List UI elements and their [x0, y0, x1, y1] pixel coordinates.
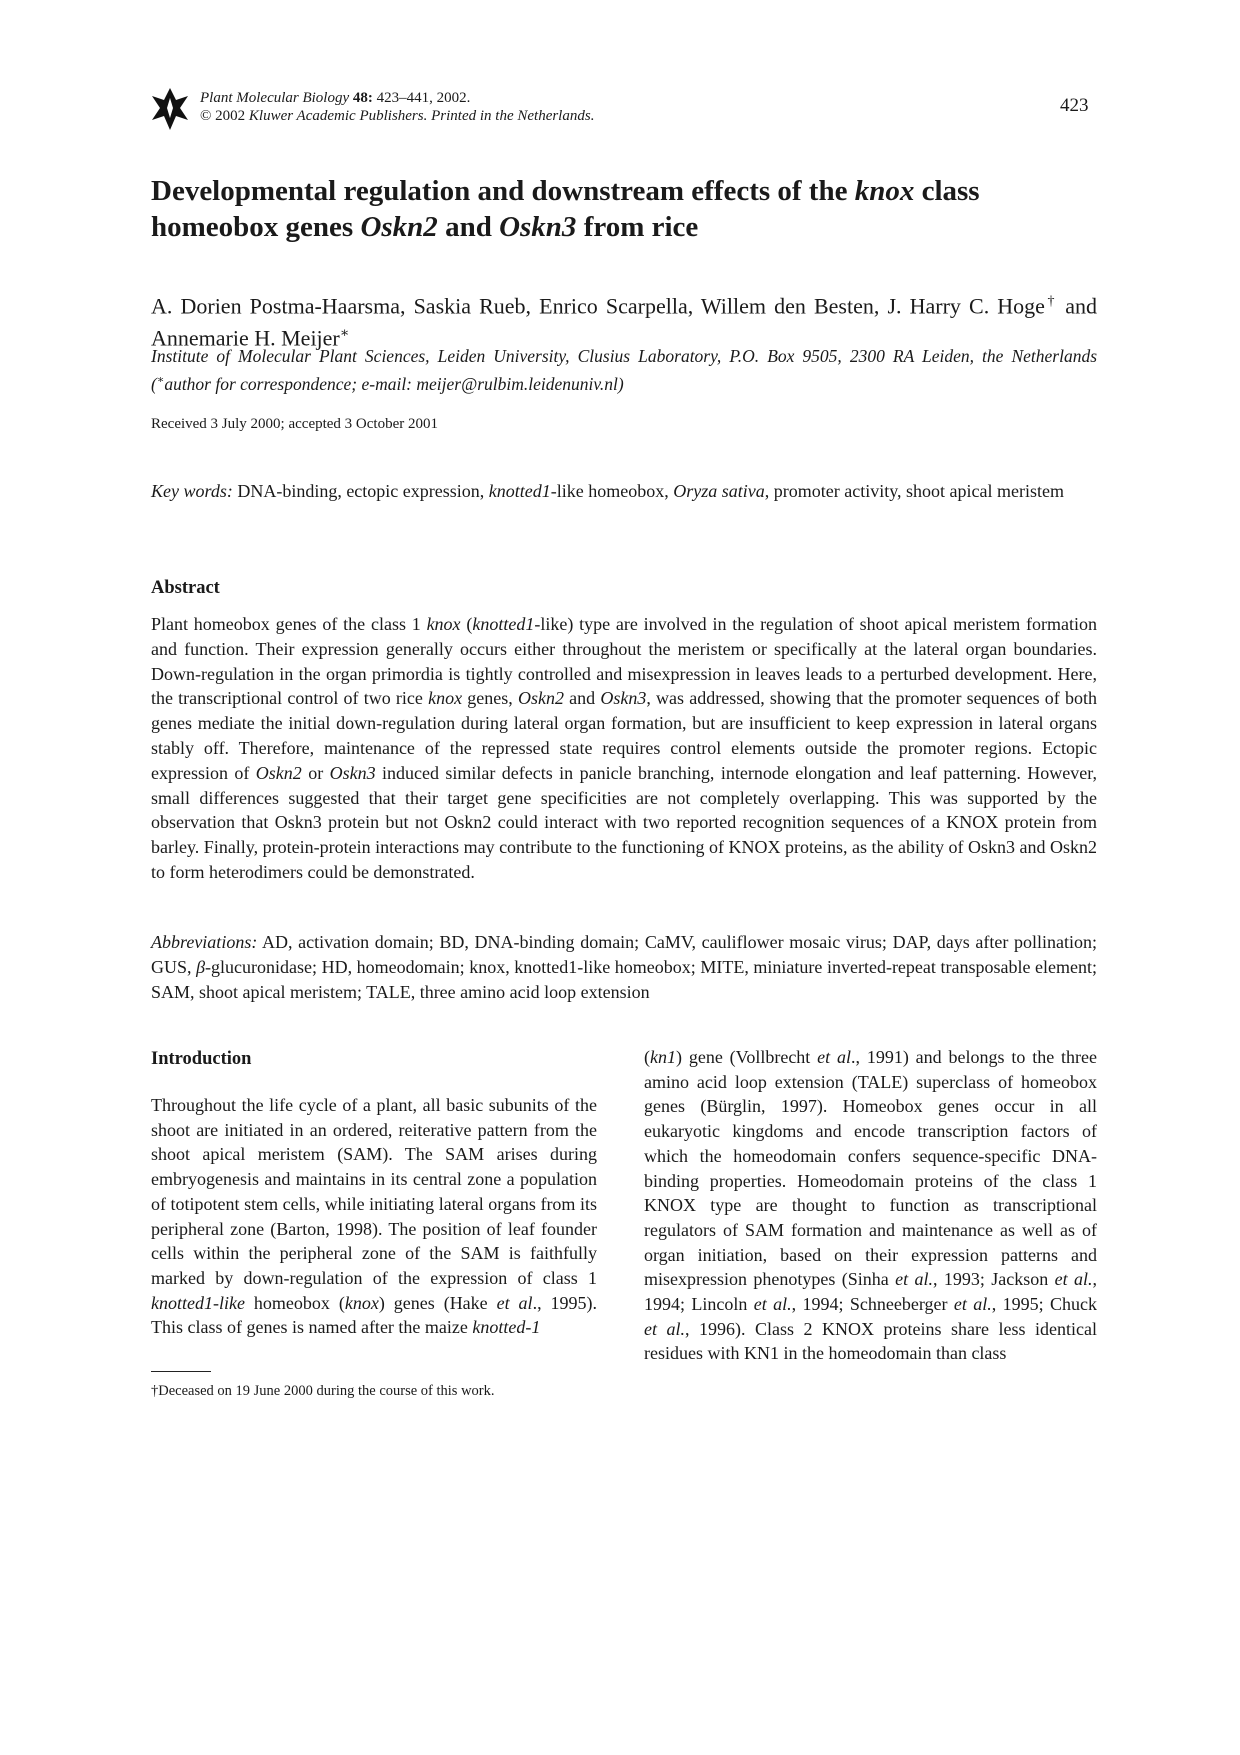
introduction-heading: Introduction [151, 1049, 252, 1069]
abbreviations: Abbreviations: AD, activation domain; BD, DNA-binding domain; CaMV, cauliflower mosaic virus; DAP, days after pollination; GUS, β-glucuronidase; HD, homeodomain; knox, knotted1-like homeobox; MITE, miniature inverted-repeat transposable element; SAM, shoot apical meristem; TALE, three amino acid loop extension [151, 932, 1097, 1002]
copyright-year: 2002 [215, 108, 246, 124]
introduction-right-column: (kn1) gene (Vollbrecht et al., 1991) and belongs to the three amino acid loop extension (TALE) superclass of homeobox genes (Bürglin, 1997). Homeobox genes occur in all eukaryotic kingdoms and encode transcription factors of which the homeodomain confers sequence-specific DNA-binding properties. Homeodomain proteins of the class 1 KNOX type are thought to function as transcriptional regulators of SAM formation and maintenance as well as of organ initiation, based on their expression patterns and misexpression phenotypes (Sinha et al., 1993; Jackson et al., 1994; Lincoln et al., 1994; Schneeberger et al., 1995; Chuck et al., 1996). Class 2 KNOX proteins share less identical residues with KN1 in the homeodomain than class [644, 1047, 1097, 1364]
journal-pages: 423–441, 2002. [376, 90, 471, 106]
printed-location: Printed in the Netherlands. [431, 108, 595, 124]
copyright-symbol: © [200, 108, 212, 124]
publisher: Kluwer Academic Publishers. [248, 108, 428, 124]
introduction-left-column: Throughout the life cycle of a plant, all basic subunits of the shoot are initiated in an ordered, reiterative pattern from the shoot apical meristem (SAM). The SAM arises during embryogenesis and maintains in its central zone a population of totipotent stem cells, while initiating lateral organs from its peripheral zone (Barton, 1998). The position of leaf founder cells within the peripheral zone of the SAM is faithfully marked by down-regulation of the expression of class 1 knotted1-like homeobox (knox) genes (Hake et al., 1995). This class of genes is named after the maize knotted-1 [151, 1095, 598, 1338]
abstract-text: Plant homeobox genes of the class 1 knox (knotted1-like) type are involved in the regulation of shoot apical meristem formation and function. Their expression generally occurs either throughout the meristem or specifically at the lateral organ boundaries. Down-regulation in the organ primordia is tightly controlled and misexpression in leaves leads to a perturbed development. Here, the transcriptional control of two rice knox genes, Oskn2 and Oskn3, was addressed, showing that the promoter sequences of both genes mediate the initial down-regulation during lateral organ formation, but are insufficient to keep expression in lateral organs stably off. Therefore, maintenance of the repressed state requires control elements outside the promoter regions. Ectopic expression of Oskn2 or Oskn3 induced similar defects in panicle branching, internode elongation and leaf patterning. However, small differences suggested that their target gene specificities are not completely overlapping. This was supported by the observation that Oskn3 protein but not Oskn2 could interact with two reported recognition sequences of a KNOX protein from barley. Finally, protein-protein interactions may contribute to the functioning of KNOX proteins, as the ability of Oskn3 and Oskn2 to form heterodimers could be demonstrated. [151, 614, 1098, 882]
journal-volume: 48: [352, 90, 373, 106]
footnote: †Deceased on 19 June 2000 during the course of this work. [151, 1383, 495, 1399]
article-title: Developmental regulation and downstream effects of the knox class homeobox genes Oskn2 and Oskn3 from rice [151, 175, 980, 243]
author-list: A. Dorien Postma-Haarsma, Saskia Rueb, Enrico Scarpella, Willem den Besten, J. Harry C. Hoge† and Annemarie H. Meijer∗ [151, 293, 1098, 351]
journal-citation [200, 89, 594, 125]
footnote-rule [151, 1371, 211, 1372]
affiliation: Institute of Molecular Plant Sciences, Leiden University, Clusius Laboratory, P.O. Box 9505, 2300 RA Leiden, the Netherlands (∗author for correspondence; e-mail: meijer@rulbim.leidenuniv.nl) [151, 346, 1097, 394]
abstract-heading: Abstract [151, 578, 220, 598]
page-number: 423 [1060, 95, 1089, 116]
kluwer-logo-icon [150, 86, 190, 132]
keywords: Key words: DNA-binding, ectopic expression, knotted1-like homeobox, Oryza sativa, promoter activity, shoot apical meristem [151, 481, 1064, 501]
journal-name: Plant Molecular Biology [200, 90, 350, 106]
received-dates: Received 3 July 2000; accepted 3 October 2001 [151, 416, 438, 432]
